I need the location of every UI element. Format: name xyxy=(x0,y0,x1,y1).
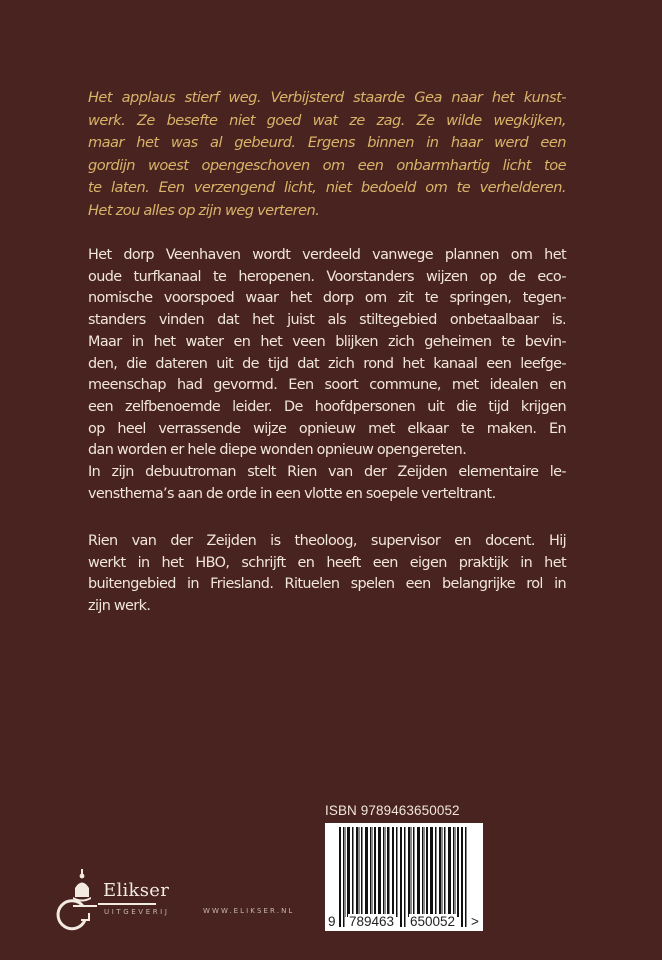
blurb-line: den, die dateren uit de tijd dat zich rond het kanaal een leefge- xyxy=(88,355,566,372)
isbn-label: ISBN 9789463650052 xyxy=(325,803,460,818)
publisher-subtitle: UITGEVERIJ xyxy=(104,908,170,916)
logo-divider xyxy=(98,903,156,905)
blurb-line: Het dorp Veenhaven wordt verdeeld vanwege plannen om het xyxy=(88,247,566,263)
teaser-line: Het applaus stierf weg. Verbijsterd staarde Gea naar het kunst- xyxy=(88,89,566,106)
blurb-line: nomische voorspoed waar het dorp om zit te springen, tegen- xyxy=(88,290,566,307)
barcode-digit-group: 789463 xyxy=(349,914,395,929)
teaser-line: gordijn woest opengeschoven om een onbarmhartig licht toe xyxy=(88,156,566,174)
publisher-name: Elikser xyxy=(103,880,170,901)
teaser-line: te laten. Een verzengend licht, niet bedoeld om te verhelderen. xyxy=(88,179,566,197)
blurb-line: op heel verrassende wijze opnieuw met elkaar te maken. En xyxy=(88,420,566,437)
blurb-line: dan worden er hele diepe wonden opnieuw opengereten. xyxy=(88,442,467,459)
isbn-barcode xyxy=(325,823,483,931)
blurb-line: meenschap had gevormd. Een soort commune, met idealen en xyxy=(88,377,566,394)
barcode-digit-prefix: 9 xyxy=(328,914,336,929)
bio-line: zijn werk. xyxy=(88,598,151,615)
teaser-line: maar het was al gebeurd. Ergens binnen in haar werd een xyxy=(88,134,566,152)
blurb-line: een zelfbenoemde leider. De hoofdpersonen uit die tijd krijgen xyxy=(88,398,566,415)
teaser-line: werk. Ze besefte niet goed wat ze zag. Ze wilde wegkijken, xyxy=(88,111,566,129)
teaser-excerpt xyxy=(88,87,566,223)
teaser-line: Het zou alles op zijn weg verteren. xyxy=(88,201,320,219)
blurb-line: Maar in het water en het veen blijken zich geheimen te bevin- xyxy=(88,333,566,350)
blurb-paragraph xyxy=(88,245,566,505)
bio-line: Rien van der Zeijden is theoloog, supervisor en docent. Hij xyxy=(88,533,566,549)
blurb-line: oude turfkanaal te heropenen. Voorstanders wijzen op de eco- xyxy=(88,268,566,285)
publisher-website: WWW.ELIKSER.NL xyxy=(203,907,295,915)
barcode-digits xyxy=(325,913,483,929)
blurb-line: In zijn debuutroman stelt Rien van der Zeijden elementaire le- xyxy=(88,464,566,481)
barcode-end-marker: > xyxy=(471,914,479,929)
blurb-line: vensthema’s aan de orde in een vlotte en soepele verteltrant. xyxy=(88,485,496,502)
barcode-digit-group: 650052 xyxy=(410,914,456,929)
bio-line: buitengebied in Friesland. Rituelen spelen een belangrijke rol in xyxy=(88,576,566,593)
author-bio xyxy=(88,531,566,618)
blurb-line: standers vinden dat het juist als stiltegebied onbetaalbaar is. xyxy=(88,312,566,329)
bio-line: werkt in het HBO, schrijft en heeft een eigen praktijk in het xyxy=(88,554,566,571)
